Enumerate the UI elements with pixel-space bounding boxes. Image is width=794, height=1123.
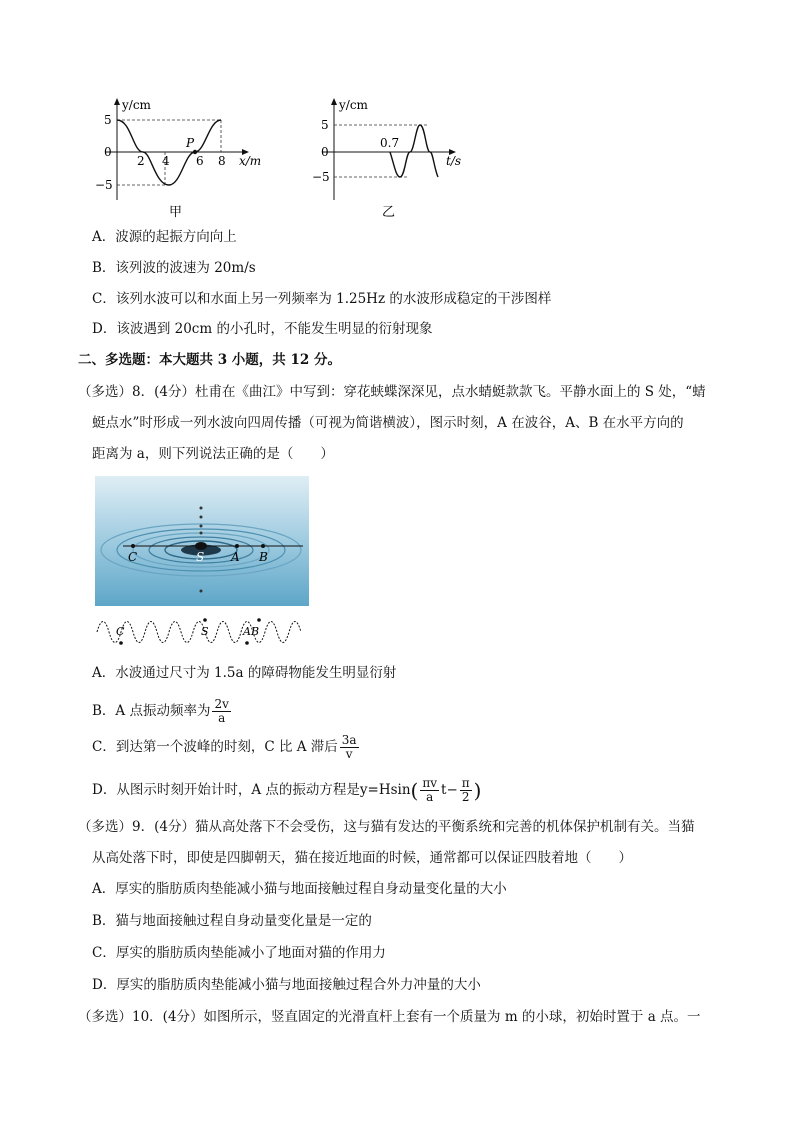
q9-option-c: C．厚实的脂肪质肉垫能减小了地面对猫的作用力 bbox=[92, 945, 386, 961]
q7-option-c: C．该列水波可以和水面上另一列频率为 1.25Hz 的水波形成稳定的干涉图样 bbox=[92, 291, 552, 307]
tick-0: 0 bbox=[321, 145, 329, 159]
q9-stem-line1: （多选）9．(4分）猫从高处落下不会受伤，这与猫有发达的平衡系统和完善的机体保护机制有关。当猫 bbox=[78, 819, 695, 835]
fraction bbox=[340, 734, 359, 761]
q9-option-b: B．猫与地面接触过程自身动量变化量是一定的 bbox=[92, 913, 372, 929]
q7-option-d: D．该波遇到 20cm 的小孔时，不能发生明显的衍射现象 bbox=[92, 321, 433, 337]
fraction bbox=[420, 777, 439, 804]
photo-label-b: B bbox=[259, 550, 268, 564]
wave-label-s: S bbox=[201, 625, 209, 638]
q8-stem-line2: 蜓点水”时形成一列水波向四周传播（可视为简谐横波），图示时刻，A 在波谷，A、B 在水平方向的 bbox=[92, 415, 684, 431]
t-axis-label: t/s bbox=[446, 154, 462, 168]
photo-label-s: S bbox=[196, 550, 205, 564]
water-ripple-photo bbox=[95, 476, 309, 606]
wave-strip-diagram bbox=[95, 610, 309, 646]
paren-open: ( bbox=[410, 778, 419, 803]
caption-yi: 乙 bbox=[382, 205, 396, 220]
wave-label-ab: AB bbox=[243, 625, 260, 638]
p-label: P bbox=[186, 136, 195, 150]
equation-mid: t− bbox=[441, 782, 458, 798]
q8-option-b bbox=[92, 698, 233, 725]
equation-y: y=Hsin bbox=[359, 782, 411, 798]
q8-option-c bbox=[92, 734, 361, 761]
fraction bbox=[212, 698, 230, 725]
fraction-denominator: a bbox=[426, 790, 434, 804]
q8-stem-line1: （多选）8．(4分）杜甫在《曲江》中写到：穿花蛱蝶深深见，点水蜻蜓款款飞。平静水面上的 S 处，“蜻 bbox=[78, 384, 706, 400]
q8-option-d bbox=[92, 775, 481, 806]
wave-graph-jia bbox=[95, 92, 275, 222]
tick-neg5: −5 bbox=[312, 170, 330, 184]
q7-option-b: B．该列波的波速为 20m/s bbox=[92, 260, 256, 276]
vibration-graph-yi bbox=[312, 92, 482, 222]
q10-stem-line1: （多选）10．(4分）如图所示，竖直固定的光滑直杆上套有一个质量为 m 的小球，初始时置于 a 点。一 bbox=[78, 1009, 701, 1025]
fraction-denominator: a bbox=[218, 711, 226, 725]
tick-5: 5 bbox=[321, 118, 329, 132]
q8-stem-line3: 距离为 a，则下列说法正确的是（ ） bbox=[92, 446, 334, 462]
wave-label-c: C bbox=[116, 625, 125, 638]
photo-label-c: C bbox=[128, 550, 138, 564]
caption-jia: 甲 bbox=[169, 205, 183, 220]
q8-option-c-text: C．到达第一个波峰的时刻，C 比 A 滞后 bbox=[92, 739, 338, 755]
fraction bbox=[460, 777, 472, 804]
fraction-numerator: π bbox=[461, 776, 470, 790]
fraction-numerator: 2v bbox=[214, 697, 229, 711]
paren-close: ) bbox=[473, 778, 482, 803]
q9-stem-line2: 从高处落下时，即使是四脚朝天，猫在接近地面的时候，通常都可以保证四肢着地（ ） bbox=[92, 850, 632, 866]
q8-option-b-text: B．A 点振动频率为 bbox=[92, 703, 211, 719]
tick-8: 8 bbox=[218, 154, 226, 168]
q9-option-a: A．厚实的脂肪质肉垫能减小猫与地面接触过程自身动量变化量的大小 bbox=[92, 881, 507, 897]
tick-0: 0 bbox=[104, 145, 112, 159]
q8-option-d-text: D．从图示时刻开始计时，A 点的振动方程是 bbox=[92, 782, 360, 798]
fraction-numerator: 3a bbox=[341, 733, 357, 747]
tick-5: 5 bbox=[104, 113, 112, 127]
tick-neg5: −5 bbox=[95, 178, 113, 192]
tick-6: 6 bbox=[196, 154, 204, 168]
photo-label-a: A bbox=[231, 550, 240, 564]
fraction-denominator: v bbox=[345, 747, 353, 761]
x-axis-label: x/m bbox=[239, 154, 262, 168]
section-heading: 二、多选题：本大题共 3 小题，共 12 分。 bbox=[78, 352, 341, 368]
q9-option-d: D．厚实的脂肪质肉垫能减小猫与地面接触过程合外力冲量的大小 bbox=[92, 977, 481, 993]
fraction-numerator: πv bbox=[422, 776, 438, 790]
y-axis-label: y/cm bbox=[122, 98, 151, 112]
q7-option-a: A．波源的起振方向向上 bbox=[92, 229, 237, 245]
tick-4: 4 bbox=[162, 154, 170, 168]
fraction-denominator: 2 bbox=[461, 790, 470, 804]
tick-2: 2 bbox=[137, 154, 145, 168]
tick-07: 0.7 bbox=[380, 136, 400, 150]
y-axis-label: y/cm bbox=[339, 98, 368, 112]
q8-option-a: A．水波通过尺寸为 1.5a 的障碍物能发生明显衍射 bbox=[92, 665, 397, 681]
